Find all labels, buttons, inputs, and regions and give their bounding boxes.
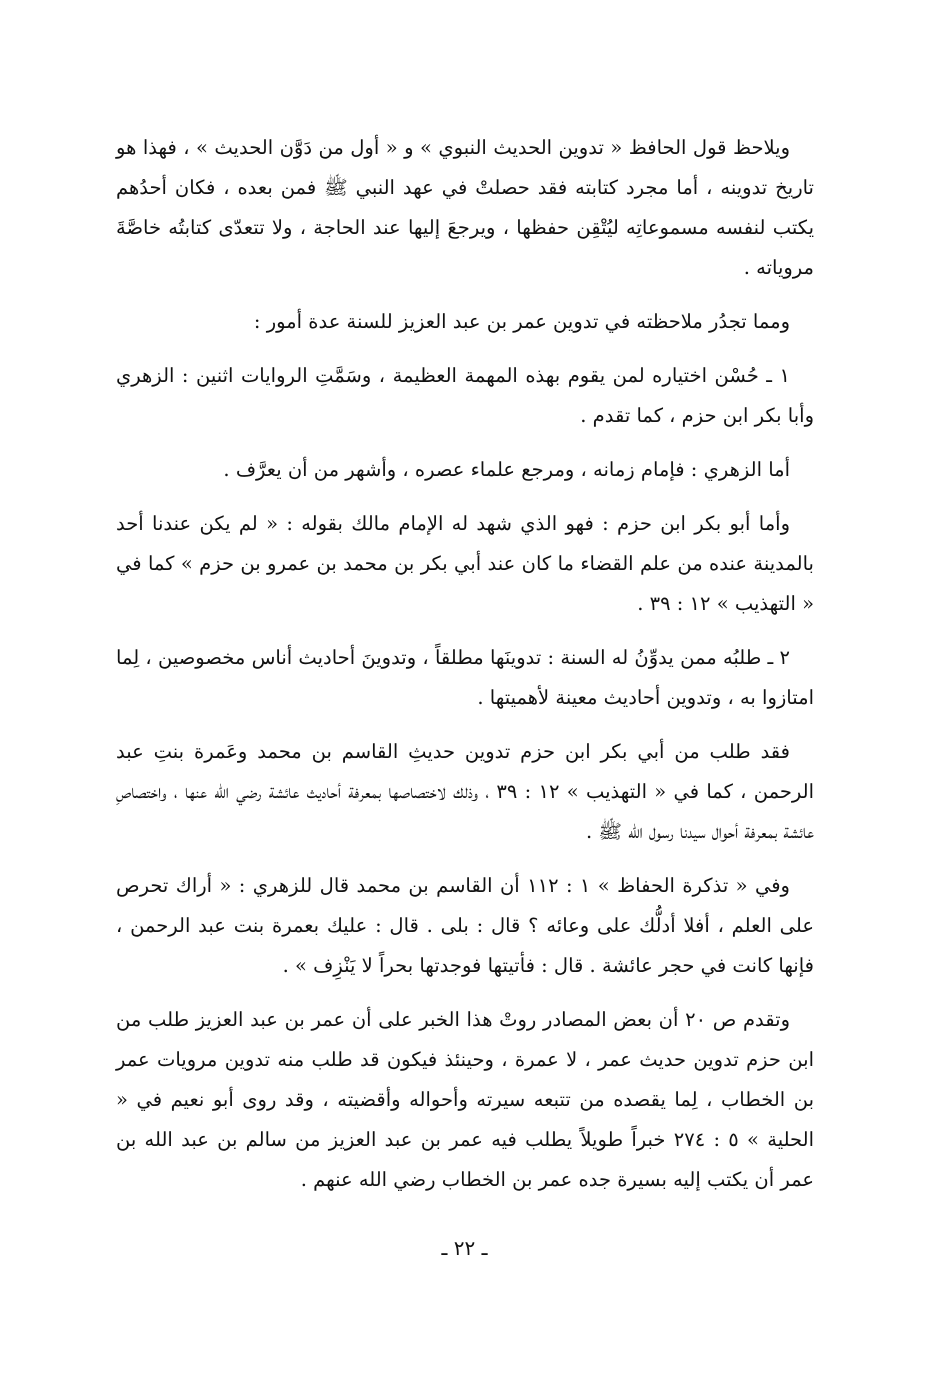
paragraph-matters-intro: ومما تجدُر ملاحظته في تدوين عمر بن عبد العزيز للسنة عدة أمور : xyxy=(253,310,790,333)
paragraph-zuhri: أما الزهري : فإمام زمانه ، ومرجع علماء عصره ، وأشهر من أن يعرَّف . xyxy=(223,458,790,481)
paragraph-ibn-hazm: وأما أبو بكر ابن حزم : فهو الذي شهد له الإمام مالك بقوله : « لم يكن عندنا أحد بالمدينة عنده من علم القضاء ما كان عند أبي بكر بن محمد بن عمرو بن حزم » كما في « التهذيب » ١٢ : ٣٩ . xyxy=(116,512,814,615)
paragraph-tadhkirat: وفي « تذكرة الحفاظ » ١ : ١١٢ أن القاسم بن محمد قال للزهري : « أراك تحرص على العلم ، أفلا أدلُّك على وعائه ؟ قال : بلى . قال : عليك بعمرة بنت عبد الرحمن ، فإنها كانت في حجر عائشة . قال : فأتيتها فوجدتها بحراً لا يَنْزِف » . xyxy=(116,874,814,977)
paragraph-page-twenty: وتقدم ص ٢٠ أن بعض المصادر روتْ هذا الخبر على أن عمر بن عبد العزيز طلب من ابن حزم تدوين حديث عمر ، لا عمرة ، وحينئذ فيكون قد طلب منه تدوين مرويات عمر بن الخطاب ، لِما يقصده من تتبعه سيرته وأحواله وأقضيته ، وقد روى أبو نعيم في « الحلية » ٥ : ٢٧٤ خبراً طويلاً يطلب فيه عمر بن عبد العزيز من سالم بن عبد الله بن عمر أن يكتب إليه بسيرة جده عمر بن الخطاب رضي الله عنهم . xyxy=(116,1008,814,1191)
paragraph-qasim-amra: فقد طلب من أبي بكر ابن حزم تدوين حديثِ القاسم بن محمد وعَمرة بنتِ عبد الرحمن ، كما في « التهذيب » ١٢ : ٣٩ ، وذلك لاختصاصها بمعرفة أحاديث عائشة رضي الله عنها ، واختصاصِ عائشة بمعرفة أحوال سيدنا رسول الله ﷺ . xyxy=(116,740,815,843)
paragraph-point-one: ١ ـ حُسْن اختياره لمن يقوم بهذه المهمة العظيمة ، وسَمَّتِ الروايات اثنين : الزهري وأبا بكر ابن حزم ، كما تقدم . xyxy=(116,364,814,427)
page-number: ـ ٢٢ ـ xyxy=(441,1236,488,1260)
body-text xyxy=(116,128,814,1214)
paragraph-tadwin-note: ويلاحظ قول الحافظ « تدوين الحديث النبوي » و « أول من دَوَّن الحديث » ، فهذا هو تاريخ تدوينه ، أما مجرد كتابته فقد حصلتْ في عهد النبي ﷺ فمن بعده ، فكان أحدُهم يكتب لنفسه مسموعاتِه ليُتْقِن حفظها ، ويرجعَ إليها عند الحاجة ، ولا تتعدّى كتابتُه خاصَّةَ مروياته . xyxy=(116,136,814,279)
paragraph-point-two: ٢ ـ طلبُه ممن يدوِّنُ له السنة : تدوينَها مطلقاً ، وتدوينَ أحاديث أناس مخصوصين ، لِما امتازوا به ، وتدوين أحاديث معينة لأهميتها . xyxy=(116,646,814,709)
